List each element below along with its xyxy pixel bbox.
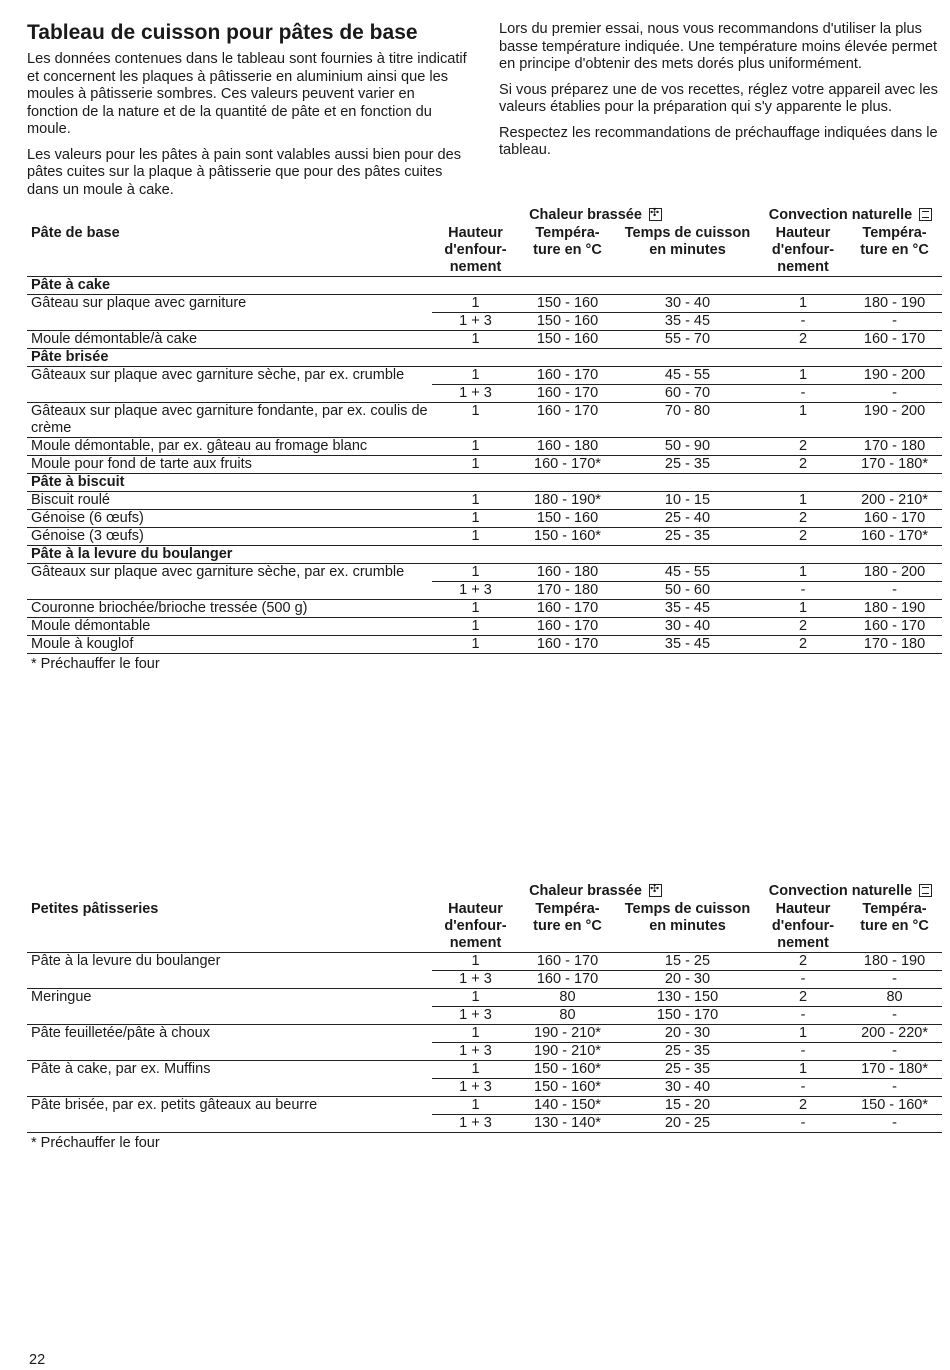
cell-temp-fan: 150 - 160 [519, 295, 616, 313]
intro-paragraph: Si vous préparez une de vos recettes, réglez votre appareil avec les valeurs établies pour la préparation qui s'y apparente le plus. [499, 81, 938, 115]
cell-temp-fan: 150 - 160 [519, 331, 616, 349]
cell-height-fan: 1 + 3 [432, 1043, 519, 1061]
cell-height-conventional: 2 [759, 528, 847, 546]
cell-temp-fan: 160 - 170 [519, 385, 616, 403]
cell-temp-conventional: - [847, 1007, 942, 1025]
dish-label: Moule démontable/à cake [27, 331, 432, 349]
table-row [27, 600, 942, 618]
cell-temp-conventional: 170 - 180* [847, 456, 942, 474]
cell-temp-fan: 150 - 160* [519, 528, 616, 546]
cell-height-fan: 1 [432, 564, 519, 582]
dish-label: Couronne briochée/brioche tressée (500 g) [27, 600, 432, 618]
cell-height-fan: 1 [432, 989, 519, 1007]
cell-height-conventional: 2 [759, 1097, 847, 1115]
column-header-temp: Tempéra- ture en °C [519, 225, 616, 277]
section-header-row [27, 474, 942, 492]
cell-height-conventional: - [759, 313, 847, 331]
cell-time-fan: 35 - 45 [616, 600, 759, 618]
cell-temp-fan: 150 - 160* [519, 1061, 616, 1079]
cell-temp-conventional: 180 - 190 [847, 600, 942, 618]
cell-height-conventional: 2 [759, 953, 847, 971]
table-row [27, 636, 942, 654]
dish-label: Génoise (6 œufs) [27, 510, 432, 528]
fan-heat-label: Chaleur brassée [529, 207, 642, 223]
cell-time-fan: 50 - 60 [616, 582, 759, 600]
cell-height-conventional: 2 [759, 456, 847, 474]
dish-label: Moule à kouglof [27, 636, 432, 654]
section-header-row [27, 277, 942, 295]
column-header-temp: Tempéra- ture en °C [519, 901, 616, 953]
baking-table-small-pastries [27, 882, 942, 1133]
cell-height-conventional: 2 [759, 989, 847, 1007]
cell-time-fan: 60 - 70 [616, 385, 759, 403]
dish-label: Pâte feuilletée/pâte à choux [27, 1025, 432, 1061]
dish-label: Génoise (3 œufs) [27, 528, 432, 546]
cell-height-conventional: 1 [759, 600, 847, 618]
conventional-heat-label: Convection naturelle [768, 883, 913, 899]
cell-height-conventional: 1 [759, 1061, 847, 1079]
cell-height-fan: 1 + 3 [432, 1115, 519, 1133]
cell-time-fan: 35 - 45 [616, 636, 759, 654]
table-row [27, 438, 942, 456]
cell-temp-conventional: - [847, 971, 942, 989]
cell-height-conventional: - [759, 385, 847, 403]
cell-temp-conventional: - [847, 1043, 942, 1061]
cell-time-fan: 10 - 15 [616, 492, 759, 510]
intro-paragraph: Respectez les recommandations de préchauffage indiquées dans le tableau. [499, 124, 938, 158]
dish-label: Pâte à la levure du boulanger [27, 953, 432, 989]
section-title: Pâte brisée [27, 349, 942, 367]
cell-time-fan: 30 - 40 [616, 618, 759, 636]
cell-height-conventional: 2 [759, 331, 847, 349]
cell-temp-fan: 180 - 190* [519, 492, 616, 510]
table-row [27, 331, 942, 349]
section-header-row [27, 349, 942, 367]
table-row [27, 528, 942, 546]
cell-temp-fan: 190 - 210* [519, 1043, 616, 1061]
cell-temp-fan: 190 - 210* [519, 1025, 616, 1043]
cell-temp-fan: 170 - 180 [519, 582, 616, 600]
cell-temp-fan: 140 - 150* [519, 1097, 616, 1115]
intro-paragraph: Lors du premier essai, nous vous recommandons d'utiliser la plus basse température indiquée. Une température moins élevée permet en principe d'obtenir des mets dorés plus uniformément. [499, 21, 938, 72]
cell-height-fan: 1 [432, 510, 519, 528]
table-header-dough: Pâte de base [27, 225, 432, 277]
cell-height-conventional: 2 [759, 636, 847, 654]
baking-table-base-dough [27, 206, 942, 654]
cell-temp-conventional: 170 - 180 [847, 636, 942, 654]
cell-temp-fan: 150 - 160 [519, 510, 616, 528]
cell-temp-fan: 160 - 170 [519, 600, 616, 618]
cell-temp-fan: 160 - 170 [519, 971, 616, 989]
cell-time-fan: 55 - 70 [616, 331, 759, 349]
table-row [27, 564, 942, 582]
cell-temp-conventional: - [847, 1079, 942, 1097]
cell-height-fan: 1 [432, 1097, 519, 1115]
cell-temp-conventional: 160 - 170 [847, 510, 942, 528]
cell-temp-conventional: 190 - 200 [847, 367, 942, 385]
cell-time-fan: 30 - 40 [616, 295, 759, 313]
page-title: Tableau de cuisson pour pâtes de base [27, 21, 418, 44]
cell-time-fan: 45 - 55 [616, 367, 759, 385]
cell-height-fan: 1 [432, 953, 519, 971]
cell-height-fan: 1 [432, 438, 519, 456]
cell-height-fan: 1 [432, 1025, 519, 1043]
cell-temp-conventional: 150 - 160* [847, 1097, 942, 1115]
dish-label: Pâte à cake, par ex. Muffins [27, 1061, 432, 1097]
cell-time-fan: 50 - 90 [616, 438, 759, 456]
cell-time-fan: 150 - 170 [616, 1007, 759, 1025]
cell-height-fan: 1 [432, 492, 519, 510]
cell-time-fan: 15 - 20 [616, 1097, 759, 1115]
cell-time-fan: 130 - 150 [616, 989, 759, 1007]
cell-temp-fan: 130 - 140* [519, 1115, 616, 1133]
cell-time-fan: 25 - 35 [616, 528, 759, 546]
cell-height-fan: 1 + 3 [432, 1007, 519, 1025]
cell-height-conventional: 1 [759, 295, 847, 313]
cell-height-fan: 1 [432, 600, 519, 618]
cell-temp-fan: 80 [519, 1007, 616, 1025]
table-row [27, 953, 942, 971]
top-bottom-heat-icon [919, 208, 932, 221]
section-title: Pâte à biscuit [27, 474, 942, 492]
dish-label: Gâteaux sur plaque avec garniture fondante, par ex. coulis de crème [27, 403, 432, 438]
cell-temp-fan: 80 [519, 989, 616, 1007]
column-header-height: Hauteur d'enfour- nement [432, 901, 519, 953]
cell-height-fan: 1 [432, 367, 519, 385]
cell-time-fan: 30 - 40 [616, 1079, 759, 1097]
column-header-temp: Tempéra- ture en °C [847, 901, 942, 953]
cell-time-fan: 70 - 80 [616, 403, 759, 438]
section-title: Pâte à la levure du boulanger [27, 546, 942, 564]
cell-height-conventional: - [759, 1115, 847, 1133]
dish-label: Gâteau sur plaque avec garniture [27, 295, 432, 331]
fan-heat-header [432, 882, 759, 901]
cell-temp-conventional: 200 - 210* [847, 492, 942, 510]
cell-temp-fan: 160 - 170 [519, 618, 616, 636]
cell-height-fan: 1 [432, 618, 519, 636]
cell-height-fan: 1 [432, 295, 519, 313]
empty-header-cell [27, 882, 432, 901]
dish-label: Pâte brisée, par ex. petits gâteaux au beurre [27, 1097, 432, 1133]
cell-height-fan: 1 + 3 [432, 971, 519, 989]
fan-heat-header [432, 206, 759, 225]
column-header-time: Temps de cuisson en minutes [616, 901, 759, 953]
cell-height-conventional: 1 [759, 492, 847, 510]
table-row [27, 1061, 942, 1079]
cell-time-fan: 45 - 55 [616, 564, 759, 582]
cell-height-fan: 1 [432, 1061, 519, 1079]
cell-time-fan: 25 - 35 [616, 1061, 759, 1079]
column-header-time: Temps de cuisson en minutes [616, 225, 759, 277]
dish-label: Gâteaux sur plaque avec garniture sèche, par ex. crumble [27, 564, 432, 600]
cell-time-fan: 20 - 30 [616, 1025, 759, 1043]
empty-header-cell [27, 206, 432, 225]
section-header-row [27, 546, 942, 564]
cell-height-conventional: - [759, 1043, 847, 1061]
cell-height-fan: 1 [432, 331, 519, 349]
cell-height-conventional: 1 [759, 367, 847, 385]
cell-temp-fan: 160 - 170 [519, 367, 616, 385]
cell-temp-conventional: 180 - 190 [847, 953, 942, 971]
cell-temp-fan: 160 - 170 [519, 636, 616, 654]
page-number: 22 [29, 1352, 46, 1368]
cell-height-fan: 1 [432, 636, 519, 654]
cell-height-fan: 1 + 3 [432, 385, 519, 403]
cell-temp-conventional: 160 - 170 [847, 331, 942, 349]
dish-label: Moule démontable [27, 618, 432, 636]
cell-temp-conventional: 160 - 170 [847, 618, 942, 636]
footnote: * Préchauffer le four [31, 656, 160, 672]
intro-section [27, 20, 942, 207]
table-row [27, 403, 942, 438]
cell-temp-fan: 160 - 180 [519, 438, 616, 456]
cell-temp-conventional: 190 - 200 [847, 403, 942, 438]
table-row [27, 1097, 942, 1115]
cell-time-fan: 25 - 35 [616, 456, 759, 474]
dish-label: Meringue [27, 989, 432, 1025]
cell-temp-conventional: - [847, 385, 942, 403]
conventional-heat-header [759, 882, 942, 901]
table-row [27, 367, 942, 385]
column-header-height: Hauteur d'enfour- nement [759, 225, 847, 277]
cell-temp-conventional: - [847, 582, 942, 600]
column-header-temp: Tempéra- ture en °C [847, 225, 942, 277]
cell-temp-conventional: 160 - 170* [847, 528, 942, 546]
cell-temp-fan: 150 - 160* [519, 1079, 616, 1097]
top-bottom-heat-icon [919, 884, 932, 897]
footnote: * Préchauffer le four [31, 1135, 160, 1151]
fan-heat-icon [649, 208, 662, 221]
table-row [27, 295, 942, 313]
cell-height-conventional: 1 [759, 403, 847, 438]
conventional-heat-label: Convection naturelle [768, 207, 913, 223]
cell-height-fan: 1 [432, 403, 519, 438]
cell-temp-fan: 160 - 170 [519, 953, 616, 971]
section-title: Pâte à cake [27, 277, 942, 295]
cell-height-fan: 1 + 3 [432, 313, 519, 331]
cell-temp-conventional: 180 - 190 [847, 295, 942, 313]
cell-temp-fan: 160 - 180 [519, 564, 616, 582]
table-header-pastries: Petites pâtisseries [27, 901, 432, 953]
intro-right-column [499, 20, 941, 207]
cell-height-fan: 1 + 3 [432, 1079, 519, 1097]
cell-height-conventional: 2 [759, 510, 847, 528]
cell-temp-fan: 160 - 170* [519, 456, 616, 474]
cell-temp-conventional: - [847, 313, 942, 331]
cell-temp-fan: 160 - 170 [519, 403, 616, 438]
table-row [27, 510, 942, 528]
dish-label: Biscuit roulé [27, 492, 432, 510]
cell-temp-conventional: 80 [847, 989, 942, 1007]
cell-height-fan: 1 [432, 456, 519, 474]
cell-height-conventional: 1 [759, 1025, 847, 1043]
intro-left-column [27, 20, 469, 207]
table-row [27, 618, 942, 636]
cell-time-fan: 35 - 45 [616, 313, 759, 331]
intro-paragraph: Les valeurs pour les pâtes à pain sont valables aussi bien pour des pâtes cuites sur la plaque à pâtisserie que pour des pâtes cuites dans un moule à cake. [27, 146, 462, 198]
cell-height-conventional: 2 [759, 438, 847, 456]
cell-temp-conventional: 170 - 180 [847, 438, 942, 456]
table-row [27, 492, 942, 510]
cell-height-conventional: - [759, 971, 847, 989]
dish-label: Moule démontable, par ex. gâteau au fromage blanc [27, 438, 432, 456]
dish-label: Moule pour fond de tarte aux fruits [27, 456, 432, 474]
cell-time-fan: 20 - 25 [616, 1115, 759, 1133]
cell-height-fan: 1 + 3 [432, 582, 519, 600]
cell-temp-conventional: 180 - 200 [847, 564, 942, 582]
cell-height-conventional: - [759, 1079, 847, 1097]
cell-time-fan: 15 - 25 [616, 953, 759, 971]
cell-time-fan: 25 - 40 [616, 510, 759, 528]
fan-heat-label: Chaleur brassée [529, 883, 642, 899]
table-row [27, 1025, 942, 1043]
cell-height-fan: 1 [432, 528, 519, 546]
cell-temp-conventional: - [847, 1115, 942, 1133]
cell-temp-conventional: 200 - 220* [847, 1025, 942, 1043]
cell-time-fan: 20 - 30 [616, 971, 759, 989]
cell-temp-conventional: 170 - 180* [847, 1061, 942, 1079]
cell-temp-fan: 150 - 160 [519, 313, 616, 331]
cell-time-fan: 25 - 35 [616, 1043, 759, 1061]
column-header-height: Hauteur d'enfour- nement [759, 901, 847, 953]
cell-height-conventional: 2 [759, 618, 847, 636]
table-row [27, 989, 942, 1007]
intro-paragraph: Les données contenues dans le tableau sont fournies à titre indicatif et concernent les plaques à pâtisserie en aluminium ainsi que les moules à pâtisserie sombres. Ces valeurs peuvent varier en fonction de la nature et de la quantité de pâte et en fonction du moule. [27, 51, 467, 137]
cell-height-conventional: - [759, 582, 847, 600]
fan-heat-icon [649, 884, 662, 897]
dish-label: Gâteaux sur plaque avec garniture sèche, par ex. crumble [27, 367, 432, 403]
cell-height-conventional: 1 [759, 564, 847, 582]
cell-height-conventional: - [759, 1007, 847, 1025]
conventional-heat-header [759, 206, 942, 225]
table-row [27, 456, 942, 474]
column-header-height: Hauteur d'enfour- nement [432, 225, 519, 277]
